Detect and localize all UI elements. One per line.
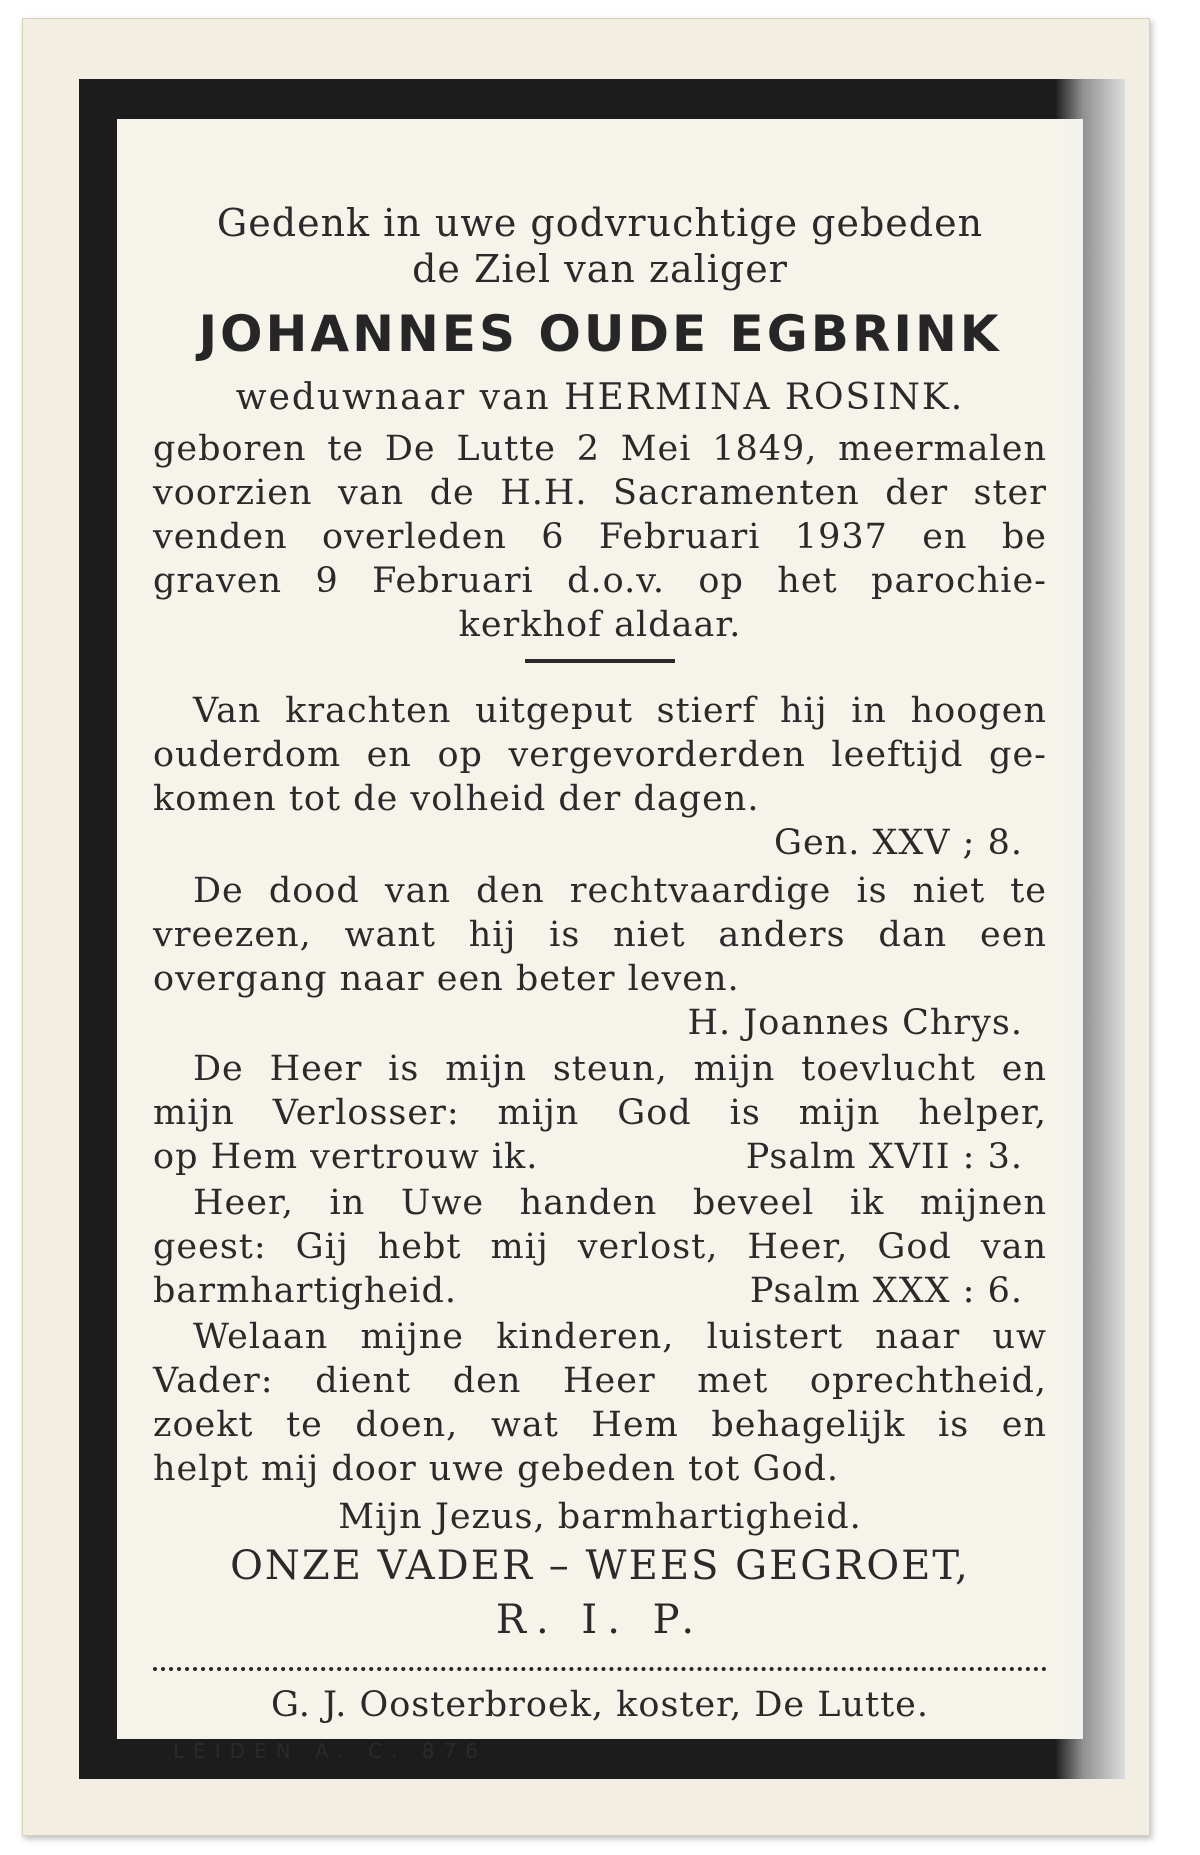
- quote-5-line-2: Vader: dient den Heer met oprechtheid,: [153, 1361, 1047, 1401]
- bio-line-5: kerkhof aldaar.: [458, 605, 742, 645]
- quote-4-line-2: geest: Gij hebt mij verlost, Heer, God van: [153, 1227, 1047, 1267]
- separator-rule: [525, 659, 675, 663]
- intro-line-2: de Ziel van zaliger: [412, 247, 788, 291]
- mercy-invocation: Mijn Jezus, barmhartigheid.: [338, 1497, 862, 1537]
- quote-5-line-3: zoekt te doen, wat Hem behagelijk is en: [153, 1405, 1047, 1445]
- memorial-card: [22, 18, 1150, 1836]
- quote-3-reference: Psalm XVII : 3.: [745, 1137, 1023, 1177]
- bio-line-4: graven 9 Februari d.o.v. op het parochie-: [153, 561, 1047, 601]
- quote-5-line-1: Welaan mijne kinderen, luistert naar uw: [193, 1317, 1047, 1357]
- bio-line-3: venden overleden 6 Februari 1937 en be: [153, 517, 1047, 557]
- quote-3-last-row: [153, 1137, 1047, 1177]
- quote-2-reference: H. Joannes Chrys.: [687, 1003, 1023, 1043]
- printer-mark: LEIDEN A. C. 876: [173, 1739, 487, 1763]
- quote-3-line-2: mijn Verlosser: mijn God is mijn helper,: [153, 1093, 1047, 1133]
- quote-4-line-1: Heer, in Uwe handen beveel ik mijnen: [193, 1183, 1047, 1223]
- worn-edge: [1055, 79, 1125, 1779]
- quote-1-reference: Gen. XXV ; 8.: [773, 823, 1023, 863]
- quote-4-last-row: [153, 1271, 1047, 1311]
- prayers-line: ONZE VADER – WEES GEGROET,: [230, 1543, 970, 1589]
- quote-2-line-3: overgang naar een beter leven.: [153, 959, 740, 999]
- rip-line: R. I. P.: [495, 1597, 705, 1643]
- quote-1-line-1: Van krachten uitgeput stierf hij in hoogen: [193, 691, 1047, 731]
- dotted-separator: [153, 1667, 1047, 1671]
- quote-3-line-3: op Hem vertrouw ik.: [153, 1137, 539, 1177]
- bio-line-1: geboren te De Lutte 2 Mei 1849, meermalen: [153, 429, 1047, 469]
- card-text-area: [117, 119, 1083, 1763]
- quote-3-line-1: De Heer is mijn steun, mijn toevlucht en: [193, 1049, 1047, 1089]
- quote-4-reference: Psalm XXX : 6.: [749, 1271, 1023, 1311]
- bio-line-2: voorzien van de H.H. Sacramenten der ster: [153, 473, 1047, 513]
- quote-1-line-3: komen tot de volheid der dagen.: [153, 779, 760, 819]
- quote-5-line-4: helpt mij door uwe gebeden tot God.: [153, 1449, 840, 1489]
- widower-line: weduwnaar van HERMINA ROSINK.: [235, 377, 965, 418]
- quote-2-line-2: vreezen, want hij is niet anders dan een: [153, 915, 1047, 955]
- sexton-line: G. J. Oosterbroek, koster, De Lutte.: [271, 1685, 929, 1725]
- deceased-name: JOHANNES OUDE EGBRINK: [198, 305, 1002, 363]
- quote-2-line-1: De dood van den rechtvaardige is niet te: [193, 871, 1047, 911]
- quote-4-line-3: barmhartigheid.: [153, 1271, 457, 1311]
- intro-line-1: Gedenk in uwe godvruchtige gebeden: [216, 201, 984, 245]
- mourning-border: [79, 79, 1125, 1779]
- quote-1-line-2: ouderdom en op vergevorderden leeftijd ge-: [153, 735, 1047, 775]
